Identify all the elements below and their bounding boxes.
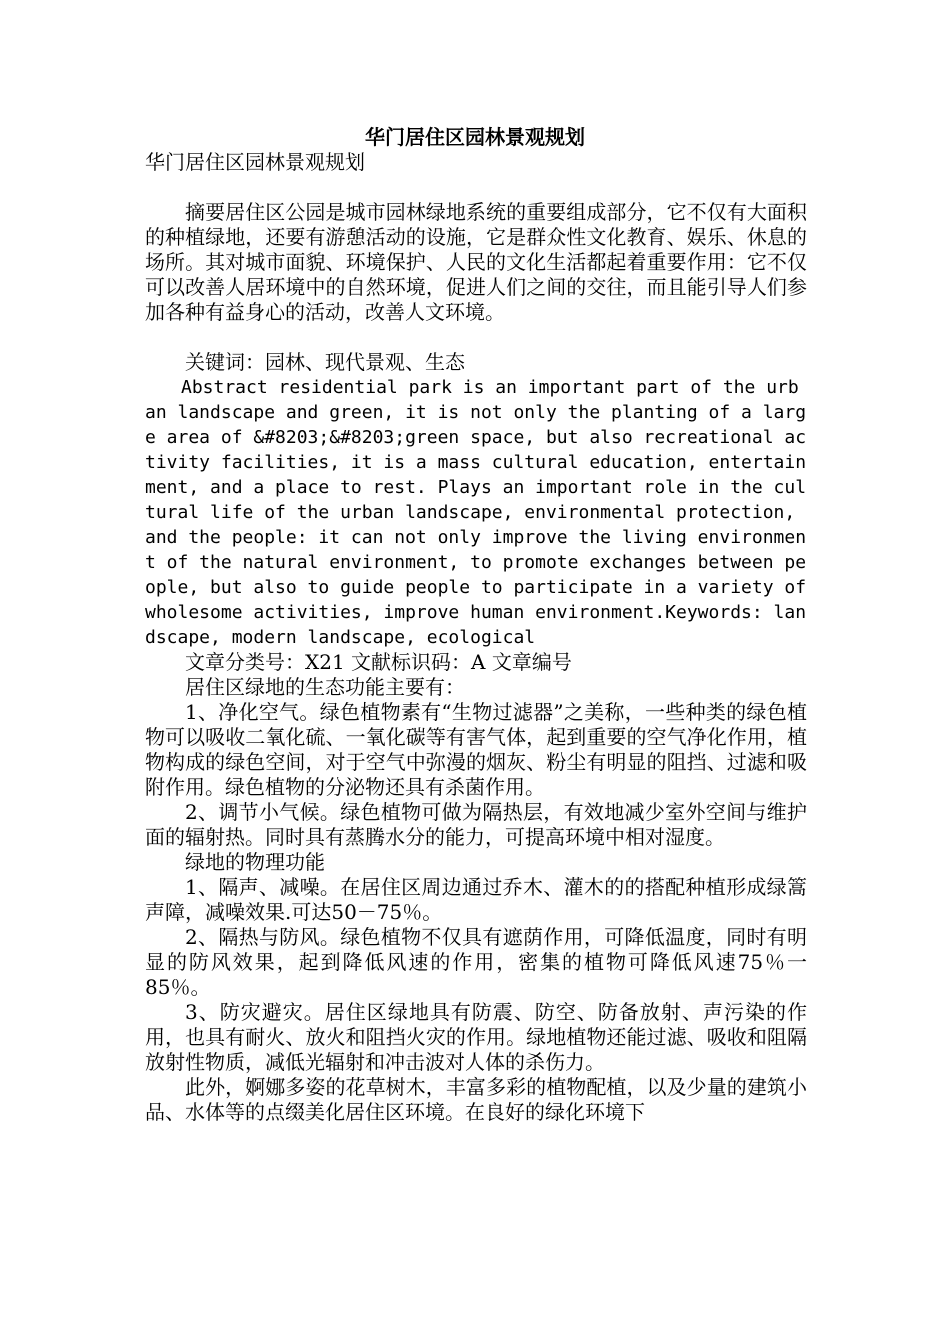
- section-heading: 绿地的物理功能: [185, 850, 325, 874]
- paragraph: 1、净化空气。绿色植物素有“生物过滤器”之美称，一些种类的绿色植物可以吸收二氧化硫、一氧化碳等有害气体，起到重要的空气净化作用，植物构成的绿色空间，对于空气中弥漫的烟灰、粉尘有明显的阻挡、过滤和吸附作用。绿色植物的分泌物还具有杀菌作用。: [145, 700, 807, 799]
- paragraph: 2、调节小气候。绿色植物可做为隔热层，有效地减少室外空间与维护面的辐射热。同时具有蒸腾水分的能力，可提高环境中相对湿度。: [145, 800, 807, 849]
- document-subtitle: 华门居住区园林景观规划: [145, 150, 365, 174]
- abstract-english: Abstract residential park is an important part of the urban landscape and green, it is not only the planting of a large area of &#8203;&#8203;green space, but also recreational activity facilities, it is a mass cultural education, entertainment, and a place to rest. Plays an important role in the cultural life of the urban landscape, environmental protection, and the people: it can not only improve the living environment of the natural environment, to promote exchanges between people, but also to guide people to participate in a variety of wholesome activities, improve human environment.Keywords: landscape, modern landscape, ecological: [145, 377, 807, 648]
- paragraph: 2、隔热与防风。绿色植物不仅具有遮荫作用，可降低温度，同时有明显的防风效果，起到降低风速的作用，密集的植物可降低风速75％一85％。: [145, 925, 807, 999]
- paragraph: 1、隔声、减噪。在居住区周边通过乔木、灌木的的搭配种植形成绿篙声障，减噪效果.可达50－75％。: [145, 875, 807, 924]
- classification-line: 文章分类号：X21 文献标识码：A 文章编号: [185, 650, 572, 674]
- abstract-chinese: 摘要居住区公园是城市园林绿地系统的重要组成部分，它不仅有大面积的种植绿地，还要有游憩活动的设施，它是群众性文化教育、娱乐、休息的场所。其对城市面貌、环境保护、人民的文化生活都起着重要作用：它不仅可以改善人居环境中的自然环境，促进人们之间的交往，而且能引导人们参加各种有益身心的活动，改善人文环境。: [145, 200, 807, 324]
- document-title: 华门居住区园林景观规划: [365, 125, 585, 149]
- document-body: [145, 150, 807, 1125]
- paragraph: 居住区绿地的生态功能主要有：: [185, 675, 465, 699]
- paragraph: 此外，婀娜多姿的花草树木，丰富多彩的植物配植，以及少量的建筑小品、水体等的点缀美化居住区环境。在良好的绿化环境下: [145, 1075, 807, 1124]
- paragraph: 3、防灾避灾。居住区绿地具有防震、防空、防备放射、声污染的作用，也具有耐火、放火和阻挡火灾的作用。绿地植物还能过滤、吸收和阻隔放射性物质，减低光辐射和冲击波对人体的杀伤力。: [145, 1000, 807, 1074]
- keywords-chinese: 关键词：园林、现代景观、生态: [185, 350, 465, 374]
